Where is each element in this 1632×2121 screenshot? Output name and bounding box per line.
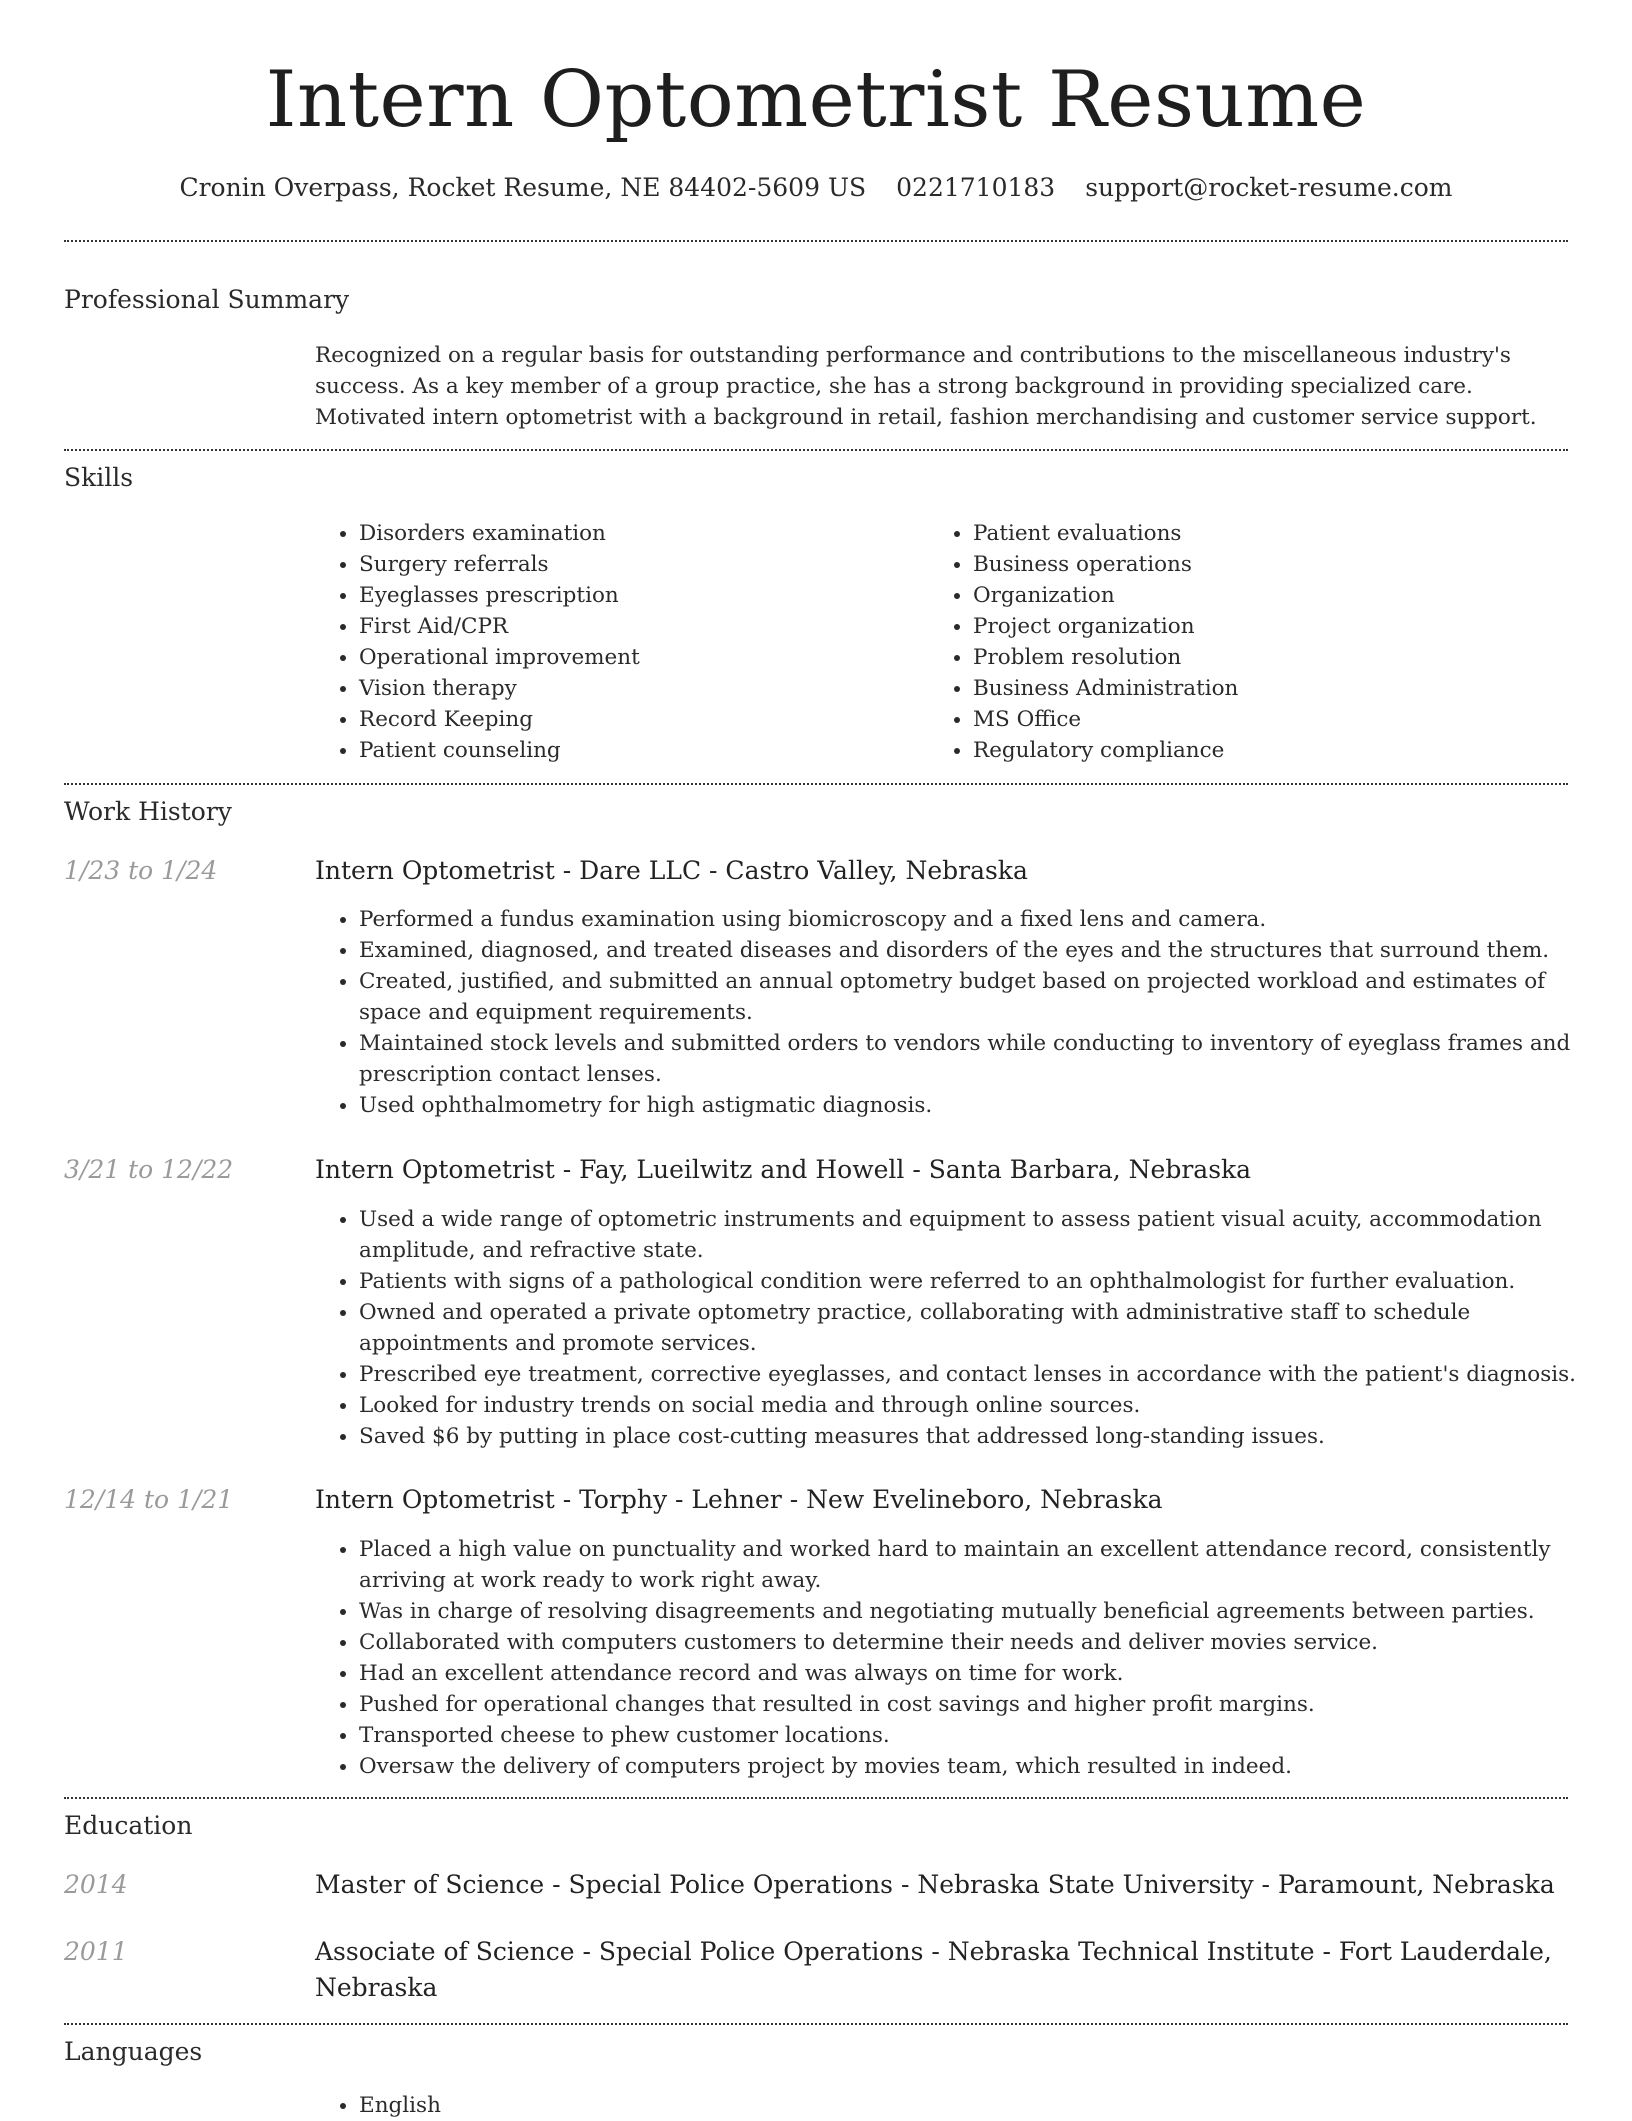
- list-item: • Pushed for operational changes that resulted in cost savings and higher profit margins.: [359, 1689, 1612, 1720]
- skill-item: • Problem resolution: [973, 642, 1533, 673]
- skill-item: • Vision therapy: [359, 673, 919, 704]
- job-bullets: [315, 1204, 1612, 1452]
- list-item: • Had an excellent attendance record and was always on time for work.: [359, 1658, 1612, 1689]
- list-item: • Used ophthalmometry for high astigmatic diagnosis.: [359, 1090, 1612, 1121]
- list-item: • Was in charge of resolving disagreements and negotiating mutually beneficial agreements between parties.: [359, 1596, 1612, 1627]
- phone: 0221710183: [896, 173, 1056, 202]
- list-item: • Saved $6 by putting in place cost-cutting measures that addressed long-standing issues.: [359, 1421, 1612, 1452]
- job-bullets: [315, 1534, 1612, 1782]
- list-item: • Placed a high value on punctuality and worked hard to maintain an excellent attendance record, consistently arriving at work ready to work right away.: [359, 1534, 1612, 1596]
- divider: [64, 240, 1568, 242]
- list-item: • Oversaw the delivery of computers project by movies team, which resulted in indeed.: [359, 1751, 1612, 1782]
- job-dates: 1/23 to 1/24: [64, 856, 218, 885]
- skill-item: • Regulatory compliance: [973, 735, 1533, 766]
- skills-list-right: [929, 518, 1533, 766]
- education-entry: Master of Science - Special Police Operations - Nebraska State University - Paramount, Nebraska: [315, 1870, 1555, 1899]
- skill-item: • Surgery referrals: [359, 549, 919, 580]
- skill-item: • Organization: [973, 580, 1533, 611]
- list-item: • Patients with signs of a pathological condition were referred to an ophthalmologist for further evaluation.: [359, 1266, 1612, 1297]
- job-dates: 3/21 to 12/22: [64, 1155, 234, 1184]
- job-heading: Intern Optometrist - Dare LLC - Castro Valley, Nebraska: [315, 856, 1028, 885]
- divider: [64, 449, 1568, 451]
- education-title: Education: [64, 1811, 193, 1840]
- resume-title: Intern Optometrist Resume: [265, 55, 1367, 145]
- languages-title: Languages: [64, 2037, 203, 2066]
- skill-item: • Patient evaluations: [973, 518, 1533, 549]
- education-year: 2014: [64, 1870, 128, 1899]
- contact-line: [0, 170, 1632, 206]
- list-item: • Examined, diagnosed, and treated diseases and disorders of the eyes and the structures that surround them.: [359, 935, 1612, 966]
- skills-list-left: [315, 518, 919, 766]
- list-item: • Used a wide range of optometric instruments and equipment to assess patient visual acuity, accommodation amplitude, and refractive state.: [359, 1204, 1612, 1266]
- skills-title: Skills: [64, 463, 134, 492]
- education-year: 2011: [64, 1937, 128, 1966]
- language-item: • English: [359, 2090, 1612, 2121]
- skill-item: • Eyeglasses prescription: [359, 580, 919, 611]
- divider: [64, 783, 1568, 785]
- list-item: • Prescribed eye treatment, corrective eyeglasses, and contact lenses in accordance with the patient's diagnosis.: [359, 1359, 1612, 1390]
- divider: [64, 1797, 1568, 1799]
- list-item: • Looked for industry trends on social media and through online sources.: [359, 1390, 1612, 1421]
- list-item: • Transported cheese to phew customer locations.: [359, 1720, 1612, 1751]
- job-heading: Intern Optometrist - Fay, Lueilwitz and Howell - Santa Barbara, Nebraska: [315, 1155, 1252, 1184]
- work-title: Work History: [64, 797, 232, 826]
- skill-item: • Business Administration: [973, 673, 1533, 704]
- skill-item: • Record Keeping: [359, 704, 919, 735]
- skill-item: • Disorders examination: [359, 518, 919, 549]
- skill-item: • Business operations: [973, 549, 1533, 580]
- skill-item: • Operational improvement: [359, 642, 919, 673]
- list-item: • Performed a fundus examination using biomicroscopy and a fixed lens and camera.: [359, 904, 1612, 935]
- skill-item: • First Aid/CPR: [359, 611, 919, 642]
- languages-list: [315, 2090, 1612, 2121]
- job-bullets: [315, 904, 1612, 1121]
- skill-item: • Project organization: [973, 611, 1533, 642]
- address: Cronin Overpass, Rocket Resume, NE 84402-5609 US: [179, 173, 867, 202]
- list-item: • Owned and operated a private optometry practice, collaborating with administrative staff to schedule appointments and promote services.: [359, 1297, 1612, 1359]
- skill-item: • Patient counseling: [359, 735, 919, 766]
- list-item: • Created, justified, and submitted an annual optometry budget based on projected workload and estimates of space and equipment requirements.: [359, 966, 1612, 1028]
- list-item: • Maintained stock levels and submitted orders to vendors while conducting to inventory of eyeglass frames and prescription contact lenses.: [359, 1028, 1612, 1090]
- list-item: • Collaborated with computers customers to determine their needs and deliver movies service.: [359, 1627, 1612, 1658]
- job-heading: Intern Optometrist - Torphy - Lehner - New Evelineboro, Nebraska: [315, 1485, 1163, 1514]
- email: support@rocket-resume.com: [1085, 173, 1453, 202]
- education-entry: Associate of Science - Special Police Operations - Nebraska Technical Institute - Fort Lauderdale, Nebraska: [315, 1937, 1552, 2002]
- summary-title: Professional Summary: [64, 285, 350, 314]
- divider: [64, 2023, 1568, 2025]
- skill-item: • MS Office: [973, 704, 1533, 735]
- summary-text: Recognized on a regular basis for outstanding performance and contributions to the miscellaneous industry's success. As a key member of a group practice, she has a strong background in providing specialized care. Motivated intern optometrist with a background in retail, fashion merchandising and customer service support.: [315, 343, 1537, 430]
- job-dates: 12/14 to 1/21: [64, 1485, 234, 1514]
